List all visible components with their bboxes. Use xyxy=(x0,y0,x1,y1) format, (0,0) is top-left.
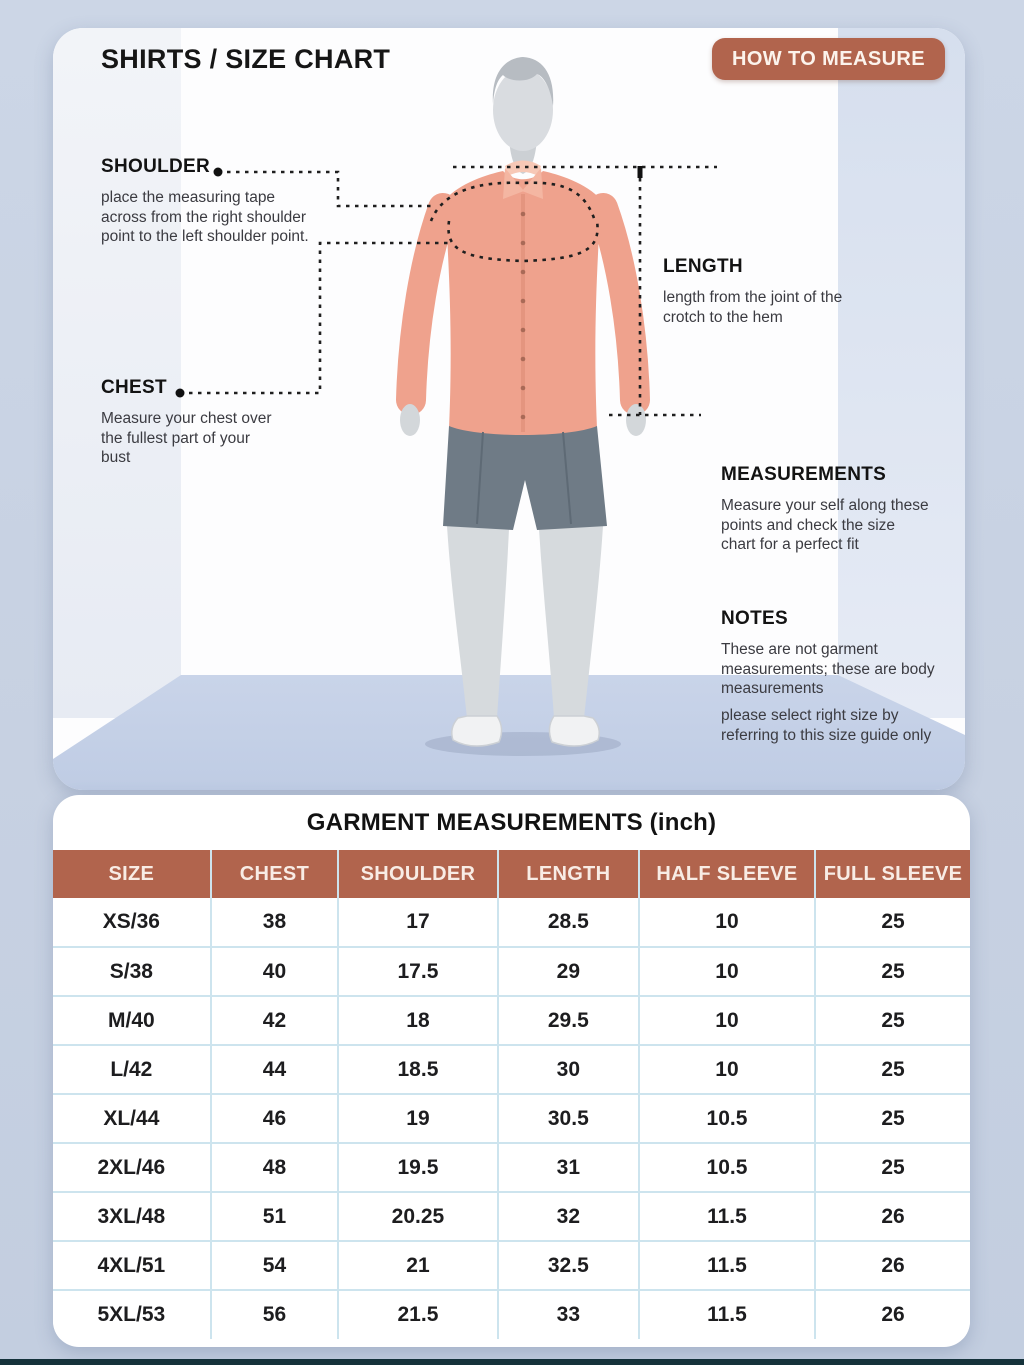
column-header: SHOULDER xyxy=(338,850,498,898)
value-cell: 25 xyxy=(815,1045,970,1094)
measurements-table-card xyxy=(53,795,970,1347)
table-row xyxy=(53,1241,970,1290)
value-cell: 25 xyxy=(815,947,970,996)
size-cell: L/42 xyxy=(53,1045,211,1094)
value-cell: 25 xyxy=(815,898,970,947)
value-cell: 32 xyxy=(498,1192,639,1241)
value-cell: 11.5 xyxy=(639,1290,815,1339)
value-cell: 26 xyxy=(815,1241,970,1290)
notes-description-2: please select right size by referring to this size guide only xyxy=(721,707,932,744)
measure-guide-card xyxy=(53,28,965,790)
notes-label: NOTES xyxy=(721,608,788,629)
table-row xyxy=(53,1192,970,1241)
value-cell: 44 xyxy=(211,1045,338,1094)
page-title: SHIRTS / SIZE CHART xyxy=(101,44,391,74)
shoulder-description: place the measuring tape across from the right shoulder point to the left shoulder point. xyxy=(101,189,309,246)
length-line-cap xyxy=(638,166,643,178)
value-cell: 25 xyxy=(815,996,970,1045)
chest-leader-dot xyxy=(176,389,185,398)
table-row xyxy=(53,1143,970,1192)
table-row xyxy=(53,1290,970,1339)
shoe-left xyxy=(452,716,502,746)
value-cell: 48 xyxy=(211,1143,338,1192)
chest-description: Measure your chest over the fullest part of your bust xyxy=(101,410,272,467)
value-cell: 10 xyxy=(639,1045,815,1094)
value-cell: 10.5 xyxy=(639,1143,815,1192)
shoulder-leader-dot xyxy=(214,168,223,177)
value-cell: 42 xyxy=(211,996,338,1045)
value-cell: 54 xyxy=(211,1241,338,1290)
value-cell: 26 xyxy=(815,1192,970,1241)
value-cell: 10 xyxy=(639,947,815,996)
value-cell: 30 xyxy=(498,1045,639,1094)
column-header: HALF SLEEVE xyxy=(639,850,815,898)
value-cell: 19.5 xyxy=(338,1143,498,1192)
table-title: GARMENT MEASUREMENTS (inch) xyxy=(306,808,717,836)
value-cell: 40 xyxy=(211,947,338,996)
value-cell: 17.5 xyxy=(338,947,498,996)
table-row xyxy=(53,996,970,1045)
size-table-body xyxy=(53,898,970,1339)
value-cell: 10 xyxy=(639,898,815,947)
notes-description-1: These are not garment measurements; these are body measurements xyxy=(721,641,935,698)
value-cell: 20.25 xyxy=(338,1192,498,1241)
bottom-edge-strip xyxy=(0,1359,1024,1365)
value-cell: 10.5 xyxy=(639,1094,815,1143)
column-header: LENGTH xyxy=(498,850,639,898)
column-header: SIZE xyxy=(53,850,211,898)
value-cell: 17 xyxy=(338,898,498,947)
size-table-header xyxy=(53,850,970,898)
size-cell: 3XL/48 xyxy=(53,1192,211,1241)
value-cell: 38 xyxy=(211,898,338,947)
value-cell: 30.5 xyxy=(498,1094,639,1143)
value-cell: 29 xyxy=(498,947,639,996)
value-cell: 31 xyxy=(498,1143,639,1192)
length-description: length from the joint of the crotch to the hem xyxy=(663,289,843,326)
size-cell: XL/44 xyxy=(53,1094,211,1143)
length-label: LENGTH xyxy=(663,256,743,277)
size-cell: 4XL/51 xyxy=(53,1241,211,1290)
value-cell: 11.5 xyxy=(639,1192,815,1241)
value-cell: 19 xyxy=(338,1094,498,1143)
value-cell: 28.5 xyxy=(498,898,639,947)
size-cell: 5XL/53 xyxy=(53,1290,211,1339)
column-header: CHEST xyxy=(211,850,338,898)
column-header: FULL SLEEVE xyxy=(815,850,970,898)
shoe-right xyxy=(549,716,599,746)
shoulder-label: SHOULDER xyxy=(101,156,211,177)
table-row xyxy=(53,1045,970,1094)
value-cell: 29.5 xyxy=(498,996,639,1045)
value-cell: 46 xyxy=(211,1094,338,1143)
size-cell: M/40 xyxy=(53,996,211,1045)
mannequin-figure xyxy=(400,57,646,746)
value-cell: 33 xyxy=(498,1290,639,1339)
table-row xyxy=(53,898,970,947)
value-cell: 21.5 xyxy=(338,1290,498,1339)
how-to-measure-button[interactable]: HOW TO MEASURE xyxy=(712,38,945,80)
value-cell: 21 xyxy=(338,1241,498,1290)
value-cell: 18 xyxy=(338,996,498,1045)
value-cell: 10 xyxy=(639,996,815,1045)
table-row xyxy=(53,947,970,996)
value-cell: 26 xyxy=(815,1290,970,1339)
value-cell: 18.5 xyxy=(338,1045,498,1094)
value-cell: 32.5 xyxy=(498,1241,639,1290)
size-cell: XS/36 xyxy=(53,898,211,947)
table-row xyxy=(53,1094,970,1143)
value-cell: 25 xyxy=(815,1094,970,1143)
measurements-description: Measure your self along these points and check the size chart for a perfect fit xyxy=(721,497,929,554)
value-cell: 11.5 xyxy=(639,1241,815,1290)
shorts xyxy=(443,426,607,530)
measurements-label: MEASUREMENTS xyxy=(721,464,887,485)
value-cell: 51 xyxy=(211,1192,338,1241)
size-table xyxy=(53,850,970,1339)
size-cell: S/38 xyxy=(53,947,211,996)
size-cell: 2XL/46 xyxy=(53,1143,211,1192)
value-cell: 25 xyxy=(815,1143,970,1192)
value-cell: 56 xyxy=(211,1290,338,1339)
chest-label: CHEST xyxy=(101,377,167,398)
